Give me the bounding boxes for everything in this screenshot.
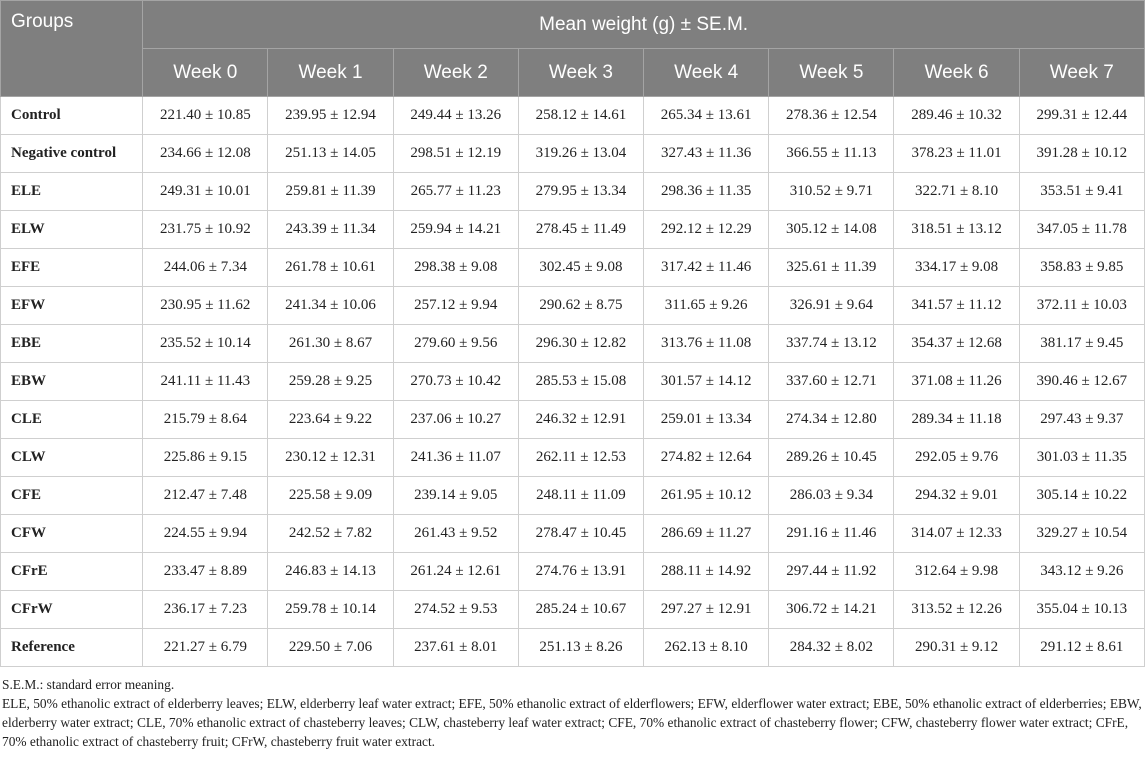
weight-value-cell: 297.44 ± 11.92 xyxy=(769,553,894,591)
group-name-cell: EBE xyxy=(1,325,143,363)
weight-value-cell: 279.60 ± 9.56 xyxy=(393,325,518,363)
weight-value-cell: 289.26 ± 10.45 xyxy=(769,439,894,477)
weight-value-cell: 291.12 ± 8.61 xyxy=(1019,629,1144,667)
weight-value-cell: 259.94 ± 14.21 xyxy=(393,211,518,249)
week-header-2: Week 2 xyxy=(393,49,518,97)
weight-value-cell: 288.11 ± 14.92 xyxy=(644,553,769,591)
weight-value-cell: 311.65 ± 9.26 xyxy=(644,287,769,325)
table-body xyxy=(1,97,1145,667)
mean-weight-header: Mean weight (g) ± SE.M. xyxy=(143,1,1145,49)
weight-value-cell: 329.27 ± 10.54 xyxy=(1019,515,1144,553)
weight-value-cell: 310.52 ± 9.71 xyxy=(769,173,894,211)
weight-value-cell: 231.75 ± 10.92 xyxy=(143,211,268,249)
weight-value-cell: 355.04 ± 10.13 xyxy=(1019,591,1144,629)
weight-value-cell: 378.23 ± 11.01 xyxy=(894,135,1019,173)
weight-value-cell: 249.44 ± 13.26 xyxy=(393,97,518,135)
weight-value-cell: 354.37 ± 12.68 xyxy=(894,325,1019,363)
weight-value-cell: 246.83 ± 14.13 xyxy=(268,553,393,591)
weight-value-cell: 297.27 ± 12.91 xyxy=(644,591,769,629)
weight-value-cell: 313.52 ± 12.26 xyxy=(894,591,1019,629)
weight-value-cell: 343.12 ± 9.26 xyxy=(1019,553,1144,591)
weight-value-cell: 358.83 ± 9.85 xyxy=(1019,249,1144,287)
weight-value-cell: 274.52 ± 9.53 xyxy=(393,591,518,629)
table-row xyxy=(1,325,1145,363)
weight-value-cell: 371.08 ± 11.26 xyxy=(894,363,1019,401)
weight-value-cell: 224.55 ± 9.94 xyxy=(143,515,268,553)
weight-value-cell: 261.43 ± 9.52 xyxy=(393,515,518,553)
weight-value-cell: 366.55 ± 11.13 xyxy=(769,135,894,173)
weight-value-cell: 317.42 ± 11.46 xyxy=(644,249,769,287)
weight-value-cell: 251.13 ± 14.05 xyxy=(268,135,393,173)
group-name-cell: EBW xyxy=(1,363,143,401)
weight-value-cell: 246.32 ± 12.91 xyxy=(518,401,643,439)
weight-value-cell: 305.12 ± 14.08 xyxy=(769,211,894,249)
weight-value-cell: 289.46 ± 10.32 xyxy=(894,97,1019,135)
weight-value-cell: 322.71 ± 8.10 xyxy=(894,173,1019,211)
group-name-cell: CFE xyxy=(1,477,143,515)
weight-value-cell: 381.17 ± 9.45 xyxy=(1019,325,1144,363)
weight-value-cell: 242.52 ± 7.82 xyxy=(268,515,393,553)
weight-value-cell: 259.81 ± 11.39 xyxy=(268,173,393,211)
weight-value-cell: 325.61 ± 11.39 xyxy=(769,249,894,287)
weight-value-cell: 292.05 ± 9.76 xyxy=(894,439,1019,477)
group-name-cell: Reference xyxy=(1,629,143,667)
weight-value-cell: 334.17 ± 9.08 xyxy=(894,249,1019,287)
weight-value-cell: 319.26 ± 13.04 xyxy=(518,135,643,173)
weight-value-cell: 353.51 ± 9.41 xyxy=(1019,173,1144,211)
weight-value-cell: 241.36 ± 11.07 xyxy=(393,439,518,477)
weight-value-cell: 294.32 ± 9.01 xyxy=(894,477,1019,515)
weight-value-cell: 278.45 ± 11.49 xyxy=(518,211,643,249)
weight-value-cell: 306.72 ± 14.21 xyxy=(769,591,894,629)
abbreviations-footnote: ELE, 50% ethanolic extract of elderberry leaves; ELW, elderberry leaf water extract; EFE, 50% ethanolic extract of elderflowers; EFW, elderflower water extract; EBE, 50% ethanolic extract of elderberries; EBW, elderberry water extract; CLE, 70% ethanolic extract of chasteberry leaves; CLW, chasteberry leaf water extract; CFE, 70% ethanolic extract of chasteberry flower; CFW, chasteberry flower water extract; CFrE, 70% ethanolic extract of chasteberry fruit; CFrW, chasteberry fruit water extract. xyxy=(2,696,1142,749)
week-header-row xyxy=(1,49,1145,97)
weight-value-cell: 265.77 ± 11.23 xyxy=(393,173,518,211)
weight-value-cell: 237.61 ± 8.01 xyxy=(393,629,518,667)
group-name-cell: ELW xyxy=(1,211,143,249)
table-row xyxy=(1,515,1145,553)
weight-value-cell: 337.74 ± 13.12 xyxy=(769,325,894,363)
weight-value-cell: 347.05 ± 11.78 xyxy=(1019,211,1144,249)
table-row xyxy=(1,249,1145,287)
table-row xyxy=(1,553,1145,591)
table-row xyxy=(1,97,1145,135)
weight-value-cell: 341.57 ± 11.12 xyxy=(894,287,1019,325)
weight-value-cell: 234.66 ± 12.08 xyxy=(143,135,268,173)
weight-value-cell: 249.31 ± 10.01 xyxy=(143,173,268,211)
group-name-cell: ELE xyxy=(1,173,143,211)
weight-value-cell: 259.01 ± 13.34 xyxy=(644,401,769,439)
table-row xyxy=(1,629,1145,667)
weight-value-cell: 302.45 ± 9.08 xyxy=(518,249,643,287)
group-name-cell: CLE xyxy=(1,401,143,439)
weight-value-cell: 299.31 ± 12.44 xyxy=(1019,97,1144,135)
weight-value-cell: 251.13 ± 8.26 xyxy=(518,629,643,667)
weight-value-cell: 261.30 ± 8.67 xyxy=(268,325,393,363)
weight-value-cell: 241.11 ± 11.43 xyxy=(143,363,268,401)
group-name-cell: CFW xyxy=(1,515,143,553)
weight-value-cell: 291.16 ± 11.46 xyxy=(769,515,894,553)
weight-value-cell: 265.34 ± 13.61 xyxy=(644,97,769,135)
weight-value-cell: 297.43 ± 9.37 xyxy=(1019,401,1144,439)
weight-value-cell: 241.34 ± 10.06 xyxy=(268,287,393,325)
group-name-cell: CFrE xyxy=(1,553,143,591)
weight-value-cell: 225.58 ± 9.09 xyxy=(268,477,393,515)
weight-value-cell: 327.43 ± 11.36 xyxy=(644,135,769,173)
week-header-6: Week 6 xyxy=(894,49,1019,97)
weight-value-cell: 262.11 ± 12.53 xyxy=(518,439,643,477)
weight-value-cell: 278.47 ± 10.45 xyxy=(518,515,643,553)
group-name-cell: EFE xyxy=(1,249,143,287)
table-row xyxy=(1,363,1145,401)
weight-value-cell: 274.34 ± 12.80 xyxy=(769,401,894,439)
weight-value-cell: 261.24 ± 12.61 xyxy=(393,553,518,591)
weight-value-cell: 239.95 ± 12.94 xyxy=(268,97,393,135)
weight-value-cell: 229.50 ± 7.06 xyxy=(268,629,393,667)
weight-value-cell: 278.36 ± 12.54 xyxy=(769,97,894,135)
weight-value-cell: 235.52 ± 10.14 xyxy=(143,325,268,363)
table-footnotes xyxy=(0,667,1145,751)
weight-value-cell: 298.38 ± 9.08 xyxy=(393,249,518,287)
weight-value-cell: 261.95 ± 10.12 xyxy=(644,477,769,515)
weight-value-cell: 301.03 ± 11.35 xyxy=(1019,439,1144,477)
weight-value-cell: 285.53 ± 15.08 xyxy=(518,363,643,401)
weight-value-cell: 285.24 ± 10.67 xyxy=(518,591,643,629)
week-header-5: Week 5 xyxy=(769,49,894,97)
weight-value-cell: 298.36 ± 11.35 xyxy=(644,173,769,211)
table-header xyxy=(1,1,1145,97)
weight-value-cell: 286.03 ± 9.34 xyxy=(769,477,894,515)
weight-value-cell: 372.11 ± 10.03 xyxy=(1019,287,1144,325)
group-name-cell: Control xyxy=(1,97,143,135)
week-header-0: Week 0 xyxy=(143,49,268,97)
weight-value-cell: 259.28 ± 9.25 xyxy=(268,363,393,401)
weight-value-cell: 270.73 ± 10.42 xyxy=(393,363,518,401)
group-name-cell: Negative control xyxy=(1,135,143,173)
weight-value-cell: 212.47 ± 7.48 xyxy=(143,477,268,515)
weight-value-cell: 274.76 ± 13.91 xyxy=(518,553,643,591)
table-row xyxy=(1,591,1145,629)
weight-value-cell: 301.57 ± 14.12 xyxy=(644,363,769,401)
weight-value-cell: 248.11 ± 11.09 xyxy=(518,477,643,515)
weight-value-cell: 258.12 ± 14.61 xyxy=(518,97,643,135)
weight-value-cell: 225.86 ± 9.15 xyxy=(143,439,268,477)
weight-value-cell: 290.31 ± 9.12 xyxy=(894,629,1019,667)
table-row xyxy=(1,439,1145,477)
weight-value-cell: 292.12 ± 12.29 xyxy=(644,211,769,249)
weight-value-cell: 296.30 ± 12.82 xyxy=(518,325,643,363)
weight-value-cell: 337.60 ± 12.71 xyxy=(769,363,894,401)
weight-value-cell: 223.64 ± 9.22 xyxy=(268,401,393,439)
week-header-7: Week 7 xyxy=(1019,49,1144,97)
weight-value-cell: 284.32 ± 8.02 xyxy=(769,629,894,667)
table-row xyxy=(1,287,1145,325)
table-row xyxy=(1,173,1145,211)
weight-value-cell: 298.51 ± 12.19 xyxy=(393,135,518,173)
weight-value-cell: 312.64 ± 9.98 xyxy=(894,553,1019,591)
weight-value-cell: 230.12 ± 12.31 xyxy=(268,439,393,477)
table-row xyxy=(1,211,1145,249)
weight-value-cell: 290.62 ± 8.75 xyxy=(518,287,643,325)
group-name-cell: CFrW xyxy=(1,591,143,629)
week-header-4: Week 4 xyxy=(644,49,769,97)
group-name-cell: EFW xyxy=(1,287,143,325)
week-header-1: Week 1 xyxy=(268,49,393,97)
groups-column-header: Groups xyxy=(1,1,143,97)
weight-value-cell: 233.47 ± 8.89 xyxy=(143,553,268,591)
weight-value-cell: 221.40 ± 10.85 xyxy=(143,97,268,135)
table-row xyxy=(1,401,1145,439)
weight-value-cell: 215.79 ± 8.64 xyxy=(143,401,268,439)
weight-value-cell: 243.39 ± 11.34 xyxy=(268,211,393,249)
table-row xyxy=(1,477,1145,515)
weight-value-cell: 286.69 ± 11.27 xyxy=(644,515,769,553)
weight-value-cell: 326.91 ± 9.64 xyxy=(769,287,894,325)
weight-value-cell: 237.06 ± 10.27 xyxy=(393,401,518,439)
weight-value-cell: 279.95 ± 13.34 xyxy=(518,173,643,211)
table-row xyxy=(1,135,1145,173)
weight-value-cell: 230.95 ± 11.62 xyxy=(143,287,268,325)
weight-value-cell: 221.27 ± 6.79 xyxy=(143,629,268,667)
weight-value-cell: 262.13 ± 8.10 xyxy=(644,629,769,667)
weight-value-cell: 289.34 ± 11.18 xyxy=(894,401,1019,439)
weight-value-cell: 239.14 ± 9.05 xyxy=(393,477,518,515)
weight-value-cell: 261.78 ± 10.61 xyxy=(268,249,393,287)
weight-value-cell: 313.76 ± 11.08 xyxy=(644,325,769,363)
sem-footnote: S.E.M.: standard error meaning. xyxy=(2,677,175,692)
weight-value-cell: 244.06 ± 7.34 xyxy=(143,249,268,287)
weight-value-cell: 236.17 ± 7.23 xyxy=(143,591,268,629)
weight-value-cell: 274.82 ± 12.64 xyxy=(644,439,769,477)
weight-value-cell: 314.07 ± 12.33 xyxy=(894,515,1019,553)
weight-value-cell: 390.46 ± 12.67 xyxy=(1019,363,1144,401)
group-name-cell: CLW xyxy=(1,439,143,477)
weight-value-cell: 391.28 ± 10.12 xyxy=(1019,135,1144,173)
week-header-3: Week 3 xyxy=(518,49,643,97)
weight-value-cell: 259.78 ± 10.14 xyxy=(268,591,393,629)
weight-value-cell: 318.51 ± 13.12 xyxy=(894,211,1019,249)
weight-value-cell: 257.12 ± 9.94 xyxy=(393,287,518,325)
weight-value-cell: 305.14 ± 10.22 xyxy=(1019,477,1144,515)
